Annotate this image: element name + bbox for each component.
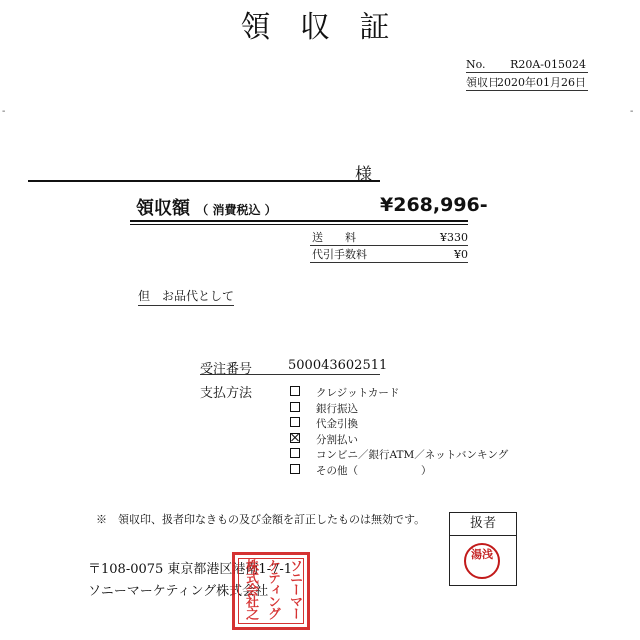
validity-note: ※ 領収印、扱者印なきもの及び金額を訂正したものは無効です。	[96, 513, 426, 526]
company-seal-column: ソニーマー	[287, 559, 302, 619]
proviso-text: 但 お品代として	[138, 287, 234, 306]
amount-label-text: 領収額	[136, 198, 190, 219]
amount-double-rule-bottom	[130, 224, 468, 225]
recipient-name-line	[28, 180, 380, 182]
edge-mark-left: -	[2, 106, 6, 117]
payment-option-label: コンビニ／銀行ATM／ネットバンキング	[316, 449, 509, 461]
amount-value: ¥268,996-	[380, 194, 488, 216]
amount-tax-note: （ 消費税込 ）	[196, 203, 277, 217]
receipt-number-label: No.	[466, 58, 486, 71]
company-seal-column: 株式会社之	[243, 559, 258, 619]
checkbox	[290, 417, 300, 427]
receipt-date-row	[466, 76, 588, 91]
shipping-fee-row	[310, 230, 468, 246]
page-title: 領 収 証	[240, 10, 400, 45]
payment-option-label: クレジットカード	[316, 387, 400, 399]
amount-double-rule-top	[130, 220, 468, 222]
receipt-date-label: 領収日	[466, 76, 499, 89]
payment-option-label: 銀行振込	[316, 402, 358, 415]
receipt-number-row	[466, 58, 588, 73]
checkbox-checked	[290, 433, 300, 443]
order-number-underline	[200, 374, 380, 375]
checkbox	[290, 386, 300, 396]
checkbox	[290, 448, 300, 458]
order-number-label: 受注番号	[200, 362, 253, 377]
payment-option-label: その他（ ）	[316, 464, 432, 477]
checkbox	[290, 402, 300, 412]
handler-seal: 湯浅	[464, 543, 500, 579]
recipient-honorific: 様	[355, 165, 372, 185]
cod-fee-row	[310, 247, 468, 263]
company-seal	[232, 552, 310, 630]
payment-option-label: 代金引換	[316, 418, 358, 430]
order-number-value: 500043602511	[288, 358, 388, 373]
payment-method-label: 支払方法	[200, 386, 253, 401]
amount-label	[136, 194, 277, 220]
receipt-date-value: 2020年01月26日	[497, 76, 586, 89]
company-seal-column: ケティング	[265, 559, 280, 619]
issuer-address: 〒108-0075 東京都港区港南1-7-1	[88, 562, 293, 577]
cod-fee-label: 代引手数料	[312, 248, 367, 261]
handler-label: 扱者	[450, 513, 516, 536]
edge-mark-right: -	[630, 106, 634, 117]
payment-option-label: 分割払い	[316, 433, 358, 446]
cod-fee-value: ¥0	[454, 248, 468, 261]
issuer-company-name: ソニーマーケティング株式会社	[88, 584, 269, 599]
shipping-fee-label: 送 料	[312, 231, 356, 244]
shipping-fee-value: ¥330	[440, 231, 468, 244]
checkbox	[290, 464, 300, 474]
handler-stamp-box	[449, 512, 517, 586]
receipt-number-value: R20A-015024	[510, 58, 586, 71]
